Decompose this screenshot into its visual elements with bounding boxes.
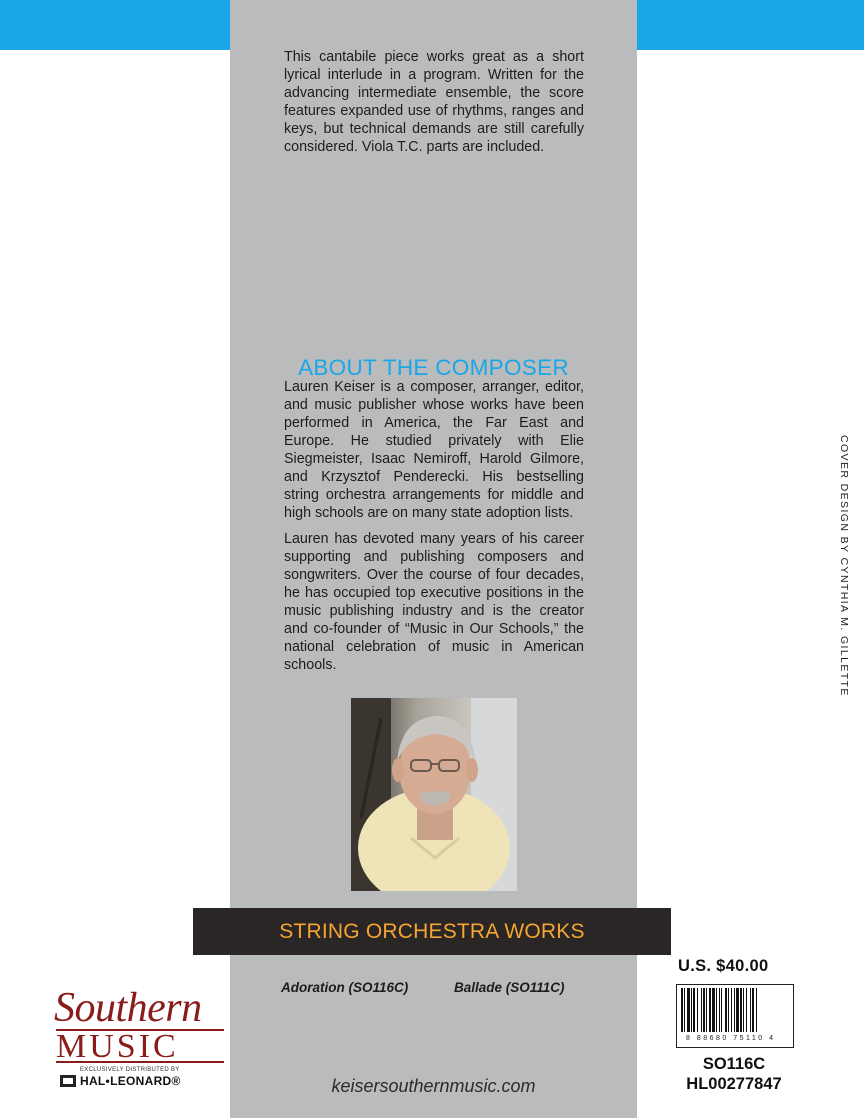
catalog-code: SO116C	[702, 1055, 766, 1073]
barcode-digits: 8 88680 75110 4	[686, 1035, 776, 1042]
bio-text-2: Lauren has devoted many years of his career supporting and publishing composers and songwriters. Over the course of four decades, he has occupied top executive positions in the music publishing industry and is the creator and co-founder of “Music in Our Schools,” the national celebration of music in American schools.	[284, 531, 584, 673]
composer-photo	[351, 698, 517, 891]
southern-music-logo	[50, 985, 230, 1097]
hal-leonard-icon	[60, 1075, 76, 1087]
hal-leonard-logo	[60, 1074, 181, 1088]
logo-southern-text: Southern	[54, 985, 202, 1031]
cover-design-credit: COVER DESIGN BY CYNTHIA M. GILLETTE	[838, 435, 850, 697]
logo-music-text: MUSIC	[56, 1029, 224, 1063]
composer-portrait-illustration	[351, 698, 517, 891]
related-work-1: Adoration (SO116C)	[281, 980, 409, 995]
series-banner	[193, 908, 671, 955]
top-accent-bar-right	[637, 0, 864, 50]
price: U.S. $40.00	[678, 957, 769, 975]
description-text: This cantabile piece works great as a short lyrical interlude in a program. Written for the advancing intermediate ensemble, the score features expanded use of rhythms, ranges and keys, but technical demands are still carefully considered. Viola T.C. parts are included.	[284, 49, 584, 155]
hal-leonard-text: HAL•LEONARD®	[80, 1074, 181, 1088]
logo-distributed-by: EXCLUSIVELY DISTRIBUTED BY	[80, 1067, 180, 1073]
piece-description	[284, 48, 584, 156]
barcode-bars-icon	[677, 985, 793, 1035]
composer-bio-paragraph-2	[284, 530, 584, 674]
related-work-2: Ballade (SO111C)	[454, 980, 565, 995]
hl-code: HL00277847	[686, 1075, 782, 1093]
composer-bio-paragraph-1	[284, 378, 584, 522]
series-title: STRING ORCHESTRA WORKS	[279, 920, 585, 943]
about-composer-heading: ABOUT THE COMPOSER	[298, 355, 569, 380]
website-url: keisersouthernmusic.com	[331, 1076, 536, 1096]
bio-text-1: Lauren Keiser is a composer, arranger, editor, and music publisher whose works have been performed in America, the Far East and Europe. He studied privately with Elie Siegmeister, Isaac Nemiroff, Harold Gilmore, and Krzysztof Penderecki. His bestselling string orchestra arrangements for middle and high schools are on many state adoption lists.	[284, 379, 584, 521]
top-accent-bar-left	[0, 0, 230, 50]
